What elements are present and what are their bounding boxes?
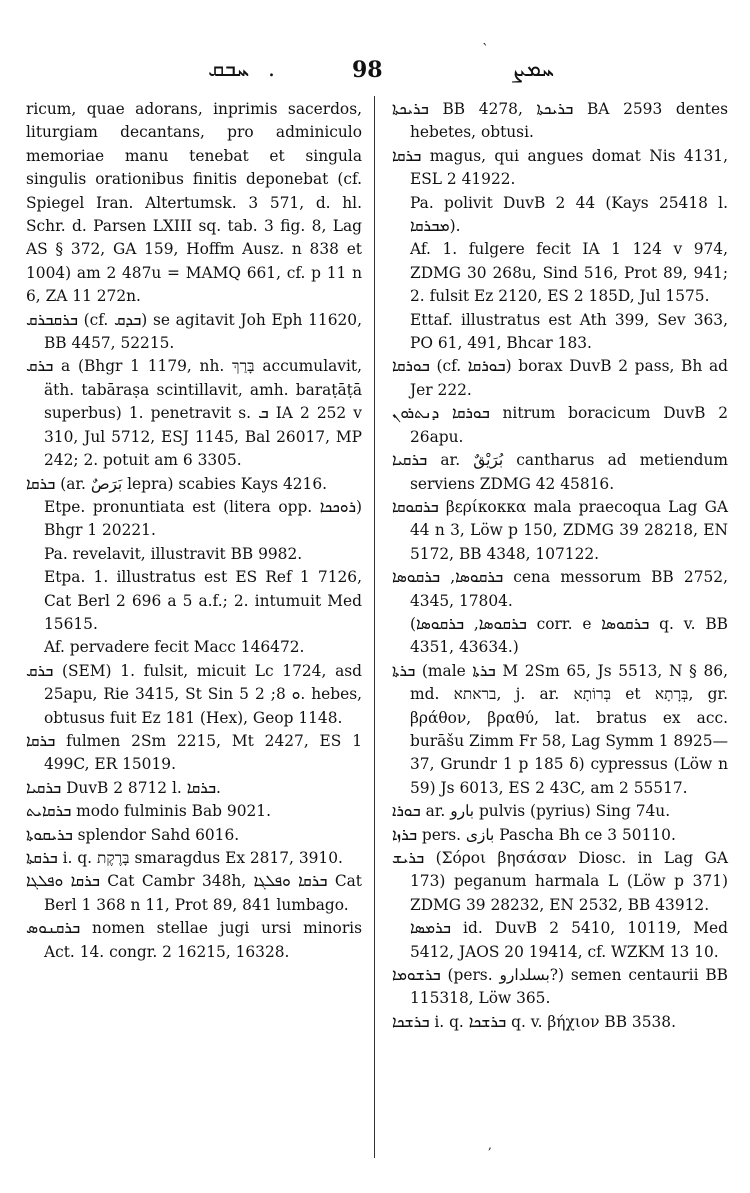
entry: Etpe. pronuntiata est (litera opp. ܪܘܟܟܐ) Bhgr 1 20221. — [44, 497, 362, 540]
entry: ܒܪܩܒܪܩ (cf. ܒܕܩ) se agitavit Joh Eph 11620, BB 4457, 52215. — [26, 310, 362, 353]
entry: Af. pervadere fecit Macc 146472. — [44, 638, 305, 657]
entry: ܒܪܩܢܘܣ nomen stellae jugi ursi minoris Act. 14. congr. 2 16215, 16328. — [26, 919, 362, 961]
entry: ܒܪܩܘܩܐ βερίκοκκα mala praecoqua Lag GA 44 n 3, Löw p 150, ZDMG 39 28218, EN 5172, BB 4348, 107122. — [392, 497, 728, 563]
entry: ܒܪܩܐ (ar. بَرَصٌ lepra) scabies Kays 4216. — [26, 474, 328, 493]
entry: ܒܪܩܐ fulmen 2Sm 2215, Mt 2427, ES 1 499C, ER 15019. — [26, 731, 362, 774]
entry: Ettaf. illustratus est Ath 399, Sev 363, PO 61, 491, Bhcar 183. — [410, 310, 728, 353]
entry: ܒܪܩ a (Bhgr 1 1179, nh. בָּרַךְ accumulavit, äth. tabāraṣa scintillavit, amh. baraṭāṭā superbus) 1. penetravit s. ܒ IA 2 252 v 310, Jul 5712, ESJ 1145, Bal 26017, MP 242; 2. potuit am 6 3305. — [26, 357, 362, 470]
entry: ܒܘܪܩܐ (cf. ܒܘܪܩܐ) borax DuvB 2 pass, Bh ad Jer 222. — [392, 357, 728, 399]
entry: ܒܪܩܬܐ i. q. בָּרֶקֶת smaragdus Ex 2817, 3910. — [26, 849, 343, 867]
entry: ܒܪܩܘܣܐ, ܒܪܩܘܣܐ cena messorum BB 2752, 4345, 17804. — [392, 568, 728, 610]
entry: ܒܪܫܘܡܐ (pers. بسلدارو?) semen centaurii BB 115318, Löw 365. — [392, 966, 728, 1008]
entry: ܒܪܝܫ (Σόροι βησάσαν Diosc. in Lag GA 173) peganum harmala L (Löw p 371) ZDMG 39 28232, EN 2532, BB 43912. — [392, 849, 728, 914]
entry: ܒܘܪܐ ar. بارو pulvis (pyrius) Sing 74u. — [392, 802, 671, 821]
stray-mark: , — [488, 1138, 492, 1152]
column-divider — [374, 96, 375, 1158]
entry: Etpa. 1. illustratus est ES Ref 1 7126, Cat Berl 2 696 a 5 a.f.; 2. intumuit Med 15615. — [44, 568, 362, 633]
entry: ܒܪܩܐ ܘܦܠܓܐ Cat Cambr 348h, ܒܪܩܐ ܘܦܠܓܐ Cat Berl 1 368 n 11, Prot 89, 841 lumbago. — [26, 872, 362, 914]
entry: ܒܪܡܣܐ id. DuvB 2 5410, 10119, Med 5412, JAOS 20 19414, cf. WZKM 13 10. — [410, 919, 728, 961]
entry: Pa. polivit DuvB 2 44 (Kays 25418 l. ܡܒܪܩܐ). — [410, 193, 728, 236]
entry: ܒܪܫܟܐ i. q. ܒܪܫܟܐ q. v. βήχιον BB 3538. — [392, 1012, 676, 1031]
left-column — [26, 98, 362, 964]
entry: ܒܪܙܐ pers. بازى Pascha Bh ce 3 50110. — [392, 825, 676, 844]
entry: Af. 1. fulgere fecit IA 1 124 v 974, ZDMG 30 268u, Sind 516, Prot 89, 941; 2. fulsit Ez 2120, ES 2 185D, Jul 1575. — [410, 240, 728, 306]
entry: ܒܪܩܐܝܬ modo fulminis Bab 9021. — [26, 802, 271, 821]
entry: (ܒܪܩܘܣܐ, ܒܪܩܘܣܐ corr. e ܒܪܩܘܣܐ q. v. BB 4351, 43634.) — [410, 614, 728, 657]
entry: Pa. revelavit, illustravit BB 9982. — [44, 544, 303, 563]
entry: ܒܪܝܩܘܬܐ splendor Sahd 6016. — [26, 825, 240, 844]
header-left-word: ܚܒܩ — [208, 57, 250, 82]
entry: ricum, quae adorans, inprimis sacerdos, liturgiam decantans, pro adminiculo memoriae manu tenebat et singula singulis orationibus finitis deponebat (cf. Spiegel Iran. Altertumsk. 3 571, d. hl. Schr. d. Parsen LXIII sq. tab. 3 fig. 8, Lag AS § 372, GA 159, Hoffm Ausz. n 838 et 1004) am 2 487u = MAMQ 661, cf. p 11 n 6, ZA 11 272n. — [26, 100, 362, 306]
stray-mark: ˋ — [482, 42, 489, 58]
entry: ܒܪܩܝܐ DuvB 2 8712 l. ܒܪܩܐ. — [26, 778, 221, 797]
entry: ܒܘܪܩܐ ܕܢܬܪܘܢ nitrum boracicum DuvB 2 26apu. — [392, 404, 728, 446]
entry: ܒܪܝܟܬܐ BB 4278, ܒܪܝܟܬܐ BA 2593 dentes hebetes, obtusi. — [392, 100, 728, 142]
header-separator: . — [268, 57, 275, 82]
entry: ܒܪܩ (SEM) 1. fulsit, micuit Lc 1724, asd 25apu, Rie 3415, St Sin 5 ܘ 8; 2. hebes, obtusus fuit Ez 181 (Hex), Geop 1148. — [26, 661, 363, 727]
entry: ܒܪܬܐ (male ܒܪܬܐ M 2Sm 65, Js 5513, N § 86, md. בראתא, j. ar. בְּרוֹתָא et בְּרָתָא, gr. βράθον, βραθύ, lat. bratus ex acc. burāšu Zimm Fr 58, Lag Symm 1 8925—37, Grundr 1 p 185 δ) cypressus (Löw n 59) Js 6013, ES 2 43C, am 2 55517. — [392, 661, 728, 797]
running-header — [0, 55, 750, 91]
page-number: 98 — [352, 57, 383, 83]
entry: ܒܪܩܝܐ ar. بُرَيْقٌ cantharus ad metiendum serviens ZDMG 42 45816. — [392, 451, 728, 493]
header-right-word: ܚܡܨ — [512, 57, 555, 82]
right-column — [392, 98, 728, 1034]
entry: ܒܪܩܐ magus, qui angues domat Nis 4131, ESL 2 41922. — [392, 146, 728, 189]
